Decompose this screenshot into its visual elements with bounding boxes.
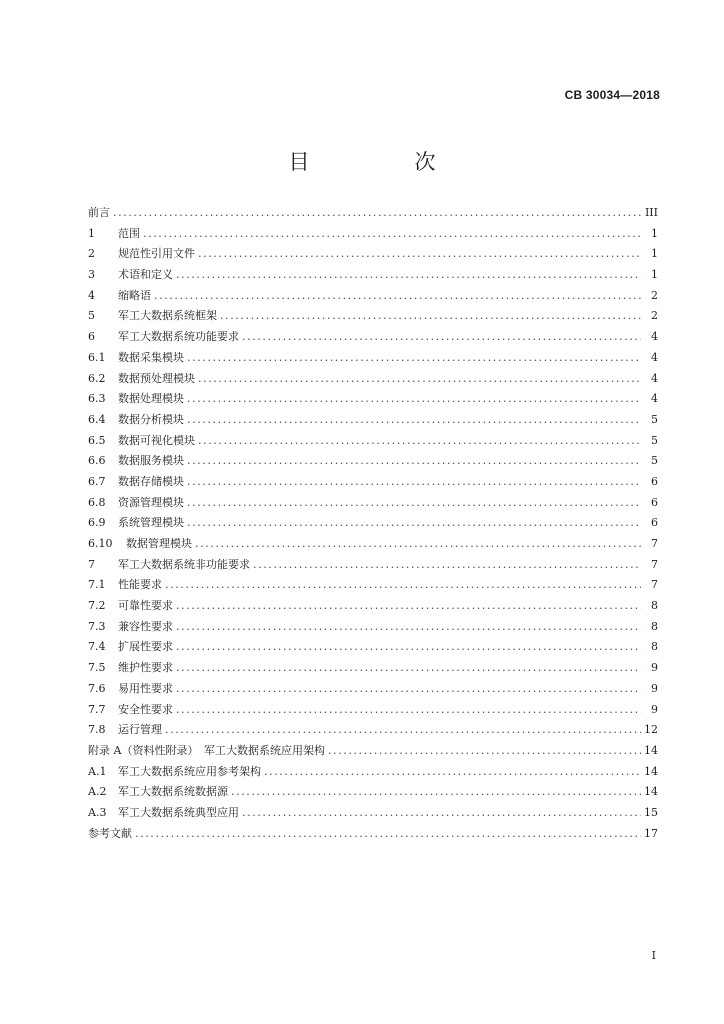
toc-entry-label: 数据可视化模块: [118, 433, 195, 447]
toc-entry[interactable]: [88, 452, 658, 473]
toc-entry-label: 数据采集模块: [118, 350, 184, 364]
toc-leader-dots: [195, 537, 641, 550]
toc-entry-number: 6.7: [88, 474, 106, 488]
toc-entry-label: 军工大数据系统典型应用: [118, 805, 239, 819]
toc-entry-label: 扩展性要求: [118, 640, 173, 654]
toc-entry[interactable]: [88, 245, 658, 266]
toc-entry[interactable]: [88, 266, 658, 287]
toc-entry-page: 5: [651, 454, 658, 468]
toc-leader-dots: [143, 227, 641, 240]
toc-entry-number: 5: [88, 309, 95, 323]
toc-entry-label: 参考文献: [88, 826, 132, 840]
toc-leader-dots: [176, 599, 641, 612]
toc-entry-label: 军工大数据系统数据源: [118, 785, 228, 799]
toc-entry-number: A.3: [88, 805, 107, 819]
table-of-contents: [88, 204, 658, 845]
toc-entry-number: 7: [88, 557, 95, 571]
toc-leader-dots: [328, 744, 641, 757]
toc-leader-dots: [187, 454, 641, 467]
toc-entry-number: 6.4: [88, 412, 106, 426]
toc-entry-page: 7: [651, 578, 658, 592]
toc-entry-label: 军工大数据系统非功能要求: [118, 557, 250, 571]
toc-entry-page: 4: [651, 350, 658, 364]
toc-entry-number: 6.6: [88, 454, 106, 468]
toc-entry[interactable]: [88, 390, 658, 411]
toc-entry-label: 数据处理模块: [118, 392, 184, 406]
toc-entry-label: 系统管理模块: [118, 516, 184, 530]
toc-entry[interactable]: [88, 307, 658, 328]
toc-leader-dots: [253, 558, 641, 571]
toc-entry-page: 7: [651, 537, 658, 550]
toc-leader-dots: [154, 289, 641, 302]
page-title: 目 次: [288, 150, 478, 174]
toc-entry[interactable]: [88, 473, 658, 494]
toc-leader-dots: [187, 351, 641, 364]
toc-entry-number: 4: [88, 288, 95, 302]
toc-entry-page: 9: [651, 681, 658, 695]
toc-entry[interactable]: [88, 535, 658, 556]
toc-entry[interactable]: [88, 701, 658, 722]
toc-leader-dots: [176, 703, 641, 716]
toc-entry-page: 1: [651, 226, 658, 240]
toc-entry-label: 安全性要求: [118, 702, 173, 716]
toc-entry-number: 6.5: [88, 433, 106, 447]
toc-entry[interactable]: [88, 763, 658, 784]
toc-entry-label: 附录 A（资料性附录） 军工大数据系统应用架构: [88, 743, 325, 757]
toc-entry-page: 8: [651, 599, 658, 613]
toc-leader-dots: [165, 723, 641, 736]
toc-entry[interactable]: [88, 349, 658, 370]
toc-leader-dots: [176, 640, 641, 653]
toc-entry[interactable]: [88, 825, 658, 846]
toc-entry[interactable]: [88, 638, 658, 659]
toc-entry-label: 数据分析模块: [118, 412, 184, 426]
toc-entry-number: A.2: [88, 785, 107, 799]
toc-entry-page: 17: [644, 826, 658, 840]
toc-entry-label: 数据预处理模块: [118, 371, 195, 385]
toc-entry[interactable]: [88, 432, 658, 453]
toc-entry[interactable]: [88, 287, 658, 308]
toc-entry-label: 前言: [88, 206, 110, 219]
toc-entry[interactable]: [88, 328, 658, 349]
toc-leader-dots: [198, 247, 641, 260]
toc-entry-page: 9: [651, 702, 658, 716]
toc-entry[interactable]: [88, 514, 658, 535]
toc-entry-page: 14: [644, 743, 658, 757]
toc-entry-label: 数据存储模块: [118, 474, 184, 488]
toc-entry[interactable]: [88, 721, 658, 742]
toc-leader-dots: [242, 806, 641, 819]
toc-entry-label: 术语和定义: [118, 268, 173, 282]
toc-entry-number: 6.10: [88, 537, 113, 550]
toc-entry-label: 可靠性要求: [118, 599, 173, 613]
toc-entry-page: 6: [651, 516, 658, 530]
toc-entry[interactable]: [88, 618, 658, 639]
toc-leader-dots: [187, 392, 641, 405]
toc-entry-number: 7.3: [88, 619, 106, 633]
toc-entry-page: 15: [644, 805, 658, 819]
toc-entry-page: 8: [651, 619, 658, 633]
toc-entry-number: 1: [88, 226, 95, 240]
toc-leader-dots: [264, 765, 641, 778]
toc-entry-number: 6.2: [88, 371, 106, 385]
toc-entry-page: 6: [651, 474, 658, 488]
toc-entry[interactable]: [88, 680, 658, 701]
toc-entry-label: 数据管理模块: [126, 537, 192, 550]
toc-entry[interactable]: [88, 556, 658, 577]
toc-leader-dots: [113, 206, 641, 219]
toc-leader-dots: [220, 309, 641, 322]
toc-entry-number: 7.5: [88, 661, 106, 675]
toc-entry-number: 7.8: [88, 723, 106, 737]
toc-entry-page: 5: [651, 433, 658, 447]
toc-leader-dots: [176, 620, 641, 633]
toc-leader-dots: [187, 516, 641, 529]
toc-entry-number: 6.1: [88, 350, 106, 364]
toc-leader-dots: [242, 330, 641, 343]
toc-entry[interactable]: [88, 370, 658, 391]
toc-entry-label: 易用性要求: [118, 681, 173, 695]
toc-entry[interactable]: [88, 742, 658, 763]
toc-leader-dots: [135, 827, 641, 840]
toc-entry[interactable]: [88, 225, 658, 246]
toc-entry[interactable]: [88, 783, 658, 804]
toc-entry-page: 4: [651, 330, 658, 344]
toc-entry-page: 1: [651, 247, 658, 261]
toc-leader-dots: [187, 413, 641, 426]
toc-entry-number: 6.8: [88, 495, 106, 509]
document-code: CB 30034—2018: [564, 88, 660, 102]
toc-entry-number: 7.1: [88, 578, 106, 592]
toc-entry-page: 4: [651, 371, 658, 385]
toc-entry-page: III: [644, 206, 658, 219]
toc-entry-page: 6: [651, 495, 658, 509]
toc-entry-label: 运行管理: [118, 723, 162, 737]
toc-entry-label: 资源管理模块: [118, 495, 184, 509]
toc-entry-page: 5: [651, 412, 658, 426]
toc-entry-label: 军工大数据系统框架: [118, 309, 217, 323]
toc-entry[interactable]: [88, 494, 658, 515]
toc-entry-page: 2: [651, 288, 658, 302]
toc-leader-dots: [198, 372, 641, 385]
toc-leader-dots: [176, 682, 641, 695]
toc-entry-page: 9: [651, 661, 658, 675]
toc-entry-number: 6.3: [88, 392, 106, 406]
toc-entry-label: 性能要求: [118, 578, 162, 592]
toc-leader-dots: [187, 475, 641, 488]
toc-leader-dots: [165, 578, 641, 591]
toc-entry-number: 6: [88, 330, 95, 344]
toc-entry-number: 7.4: [88, 640, 106, 654]
toc-entry-label: 军工大数据系统功能要求: [118, 330, 239, 344]
toc-entry-number: 6.9: [88, 516, 106, 530]
toc-entry[interactable]: [88, 411, 658, 432]
toc-entry-number: A.1: [88, 764, 107, 778]
toc-leader-dots: [176, 661, 641, 674]
toc-entry[interactable]: [88, 576, 658, 597]
toc-entry-number: 7.2: [88, 599, 106, 613]
toc-entry-page: 4: [651, 392, 658, 406]
toc-entry-page: 14: [644, 785, 658, 799]
toc-entry-page: 1: [651, 268, 658, 282]
toc-entry-page: 12: [644, 723, 658, 737]
toc-leader-dots: [231, 785, 641, 798]
page-number: I: [651, 949, 656, 962]
toc-entry-number: 2: [88, 247, 95, 261]
toc-entry[interactable]: [88, 804, 658, 825]
toc-entry-label: 数据服务模块: [118, 454, 184, 468]
toc-entry[interactable]: [88, 597, 658, 618]
toc-entry-page: 14: [644, 764, 658, 778]
toc-entry-label: 维护性要求: [118, 661, 173, 675]
toc-entry-label: 范围: [118, 226, 140, 240]
toc-entry-page: 7: [651, 557, 658, 571]
toc-entry-page: 8: [651, 640, 658, 654]
toc-entry-label: 军工大数据系统应用参考架构: [118, 764, 261, 778]
toc-entry-label: 兼容性要求: [118, 619, 173, 633]
toc-entry-number: 7.6: [88, 681, 106, 695]
toc-entry[interactable]: [88, 659, 658, 680]
toc-entry[interactable]: [88, 204, 658, 225]
toc-entry-label: 规范性引用文件: [118, 247, 195, 261]
toc-entry-page: 2: [651, 309, 658, 323]
toc-entry-number: 7.7: [88, 702, 106, 716]
toc-leader-dots: [198, 434, 641, 447]
toc-leader-dots: [187, 496, 641, 509]
toc-entry-number: 3: [88, 268, 95, 282]
toc-entry-label: 缩略语: [118, 288, 151, 302]
toc-leader-dots: [176, 268, 641, 281]
